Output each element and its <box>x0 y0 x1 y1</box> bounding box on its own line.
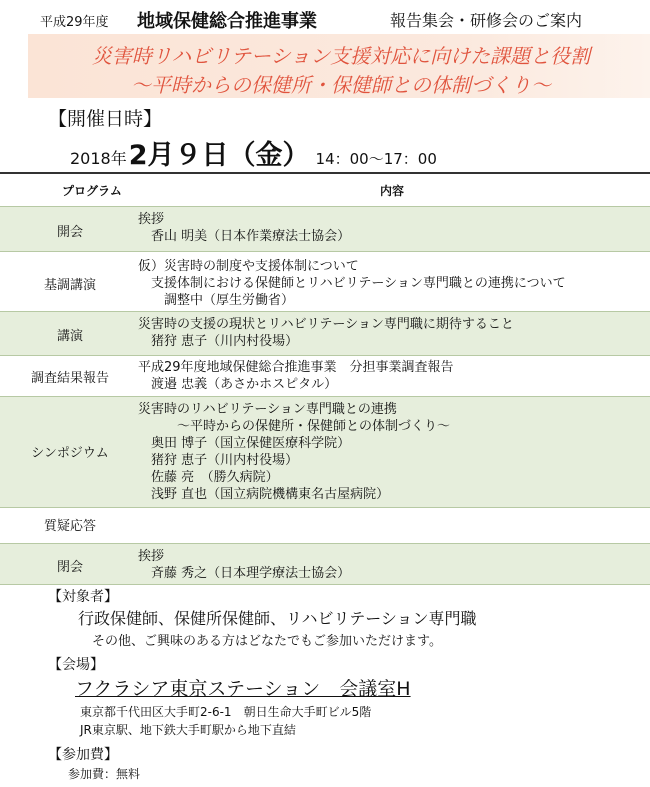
row-content: 仮）災害時の制度や支援体制について 支援体制における保健師とリハビリテーション専門職との連携について 調整中（厚生労働省） <box>138 259 566 308</box>
target-heading: 【対象者】 <box>48 589 118 605</box>
row-label: 開会 <box>56 225 83 240</box>
table-row <box>0 543 650 585</box>
row-label: シンポジウム <box>31 446 109 461</box>
table-row <box>0 507 650 543</box>
schedule-heading: 【開催日時】 <box>48 108 163 130</box>
target-main: 行政保健師、保健所保健師、リハビリテーション専門職 <box>78 609 477 628</box>
project-title: 地域保健総合推進事業 <box>137 11 317 32</box>
venue-heading: 【会場】 <box>48 657 104 673</box>
theme-line-1: 災害時リハビリテーション支援対応に向けた課題と役割 <box>91 44 591 68</box>
row-label: 基調講演 <box>43 278 96 293</box>
row-content: 平成29年度地域保健総合推進事業 分担事業調査報告 渡邉 忠義（あさかホスピタル） <box>138 360 454 392</box>
theme-banner <box>28 34 650 98</box>
target-note: その他、ご興味のある方はどなたでもご参加いただけます。 <box>92 634 442 649</box>
program-table-header <box>0 172 650 204</box>
table-row <box>0 355 650 395</box>
venue-address: 東京都千代田区大手町2-6-1 朝日生命大手町ビル5階 <box>80 705 372 719</box>
notice-title: 報告集会・研修会のご案内 <box>390 11 583 30</box>
fee-value: 参加費：無料 <box>68 767 141 781</box>
theme-line-2: ～平時からの保健所・保健師との体制づくり～ <box>131 73 551 97</box>
table-row <box>0 254 650 309</box>
column-program: プログラム <box>62 184 122 198</box>
row-label: 調査結果報告 <box>30 371 109 386</box>
venue-name: フクラシア東京ステーション 会議室H <box>75 678 411 700</box>
schedule-date: 2月９日（金） <box>128 140 310 171</box>
venue-access: JR東京駅、地下鉄大手町駅から地下直結 <box>80 723 296 737</box>
column-content: 内容 <box>380 184 405 198</box>
year-label: 平成29年度 <box>40 15 109 30</box>
row-content: 災害時のリハビリテーション専門職との連携 ～平時からの保健所・保健師との体制づくり～ 奥田 博子（国立保健医療科学院） 猪狩 恵子（川内村役場） 佐藤 亮 （勝久病院） 浅野 直也（国立病院機構東名古屋病院） <box>138 402 451 502</box>
schedule-year: 2018年 <box>70 149 127 168</box>
table-row <box>0 396 650 508</box>
fee-heading: 【参加費】 <box>48 747 118 763</box>
schedule-date-line <box>70 133 437 172</box>
table-row <box>0 206 650 252</box>
table-row <box>0 311 650 356</box>
row-content: 挨拶 斉藤 秀之（日本理学療法士協会） <box>138 549 351 581</box>
row-content: 挨拶 香山 明美（日本作業療法士協会） <box>138 212 351 244</box>
row-label: 質疑応答 <box>43 519 96 534</box>
schedule-time: 14：00～17：00 <box>315 150 437 168</box>
row-label: 講演 <box>56 329 83 344</box>
header <box>0 0 650 34</box>
row-content: 災害時の支援の現状とリハビリテーション専門職に期待すること 猪狩 恵子（川内村役場） <box>138 317 514 349</box>
row-label: 閉会 <box>56 560 83 575</box>
